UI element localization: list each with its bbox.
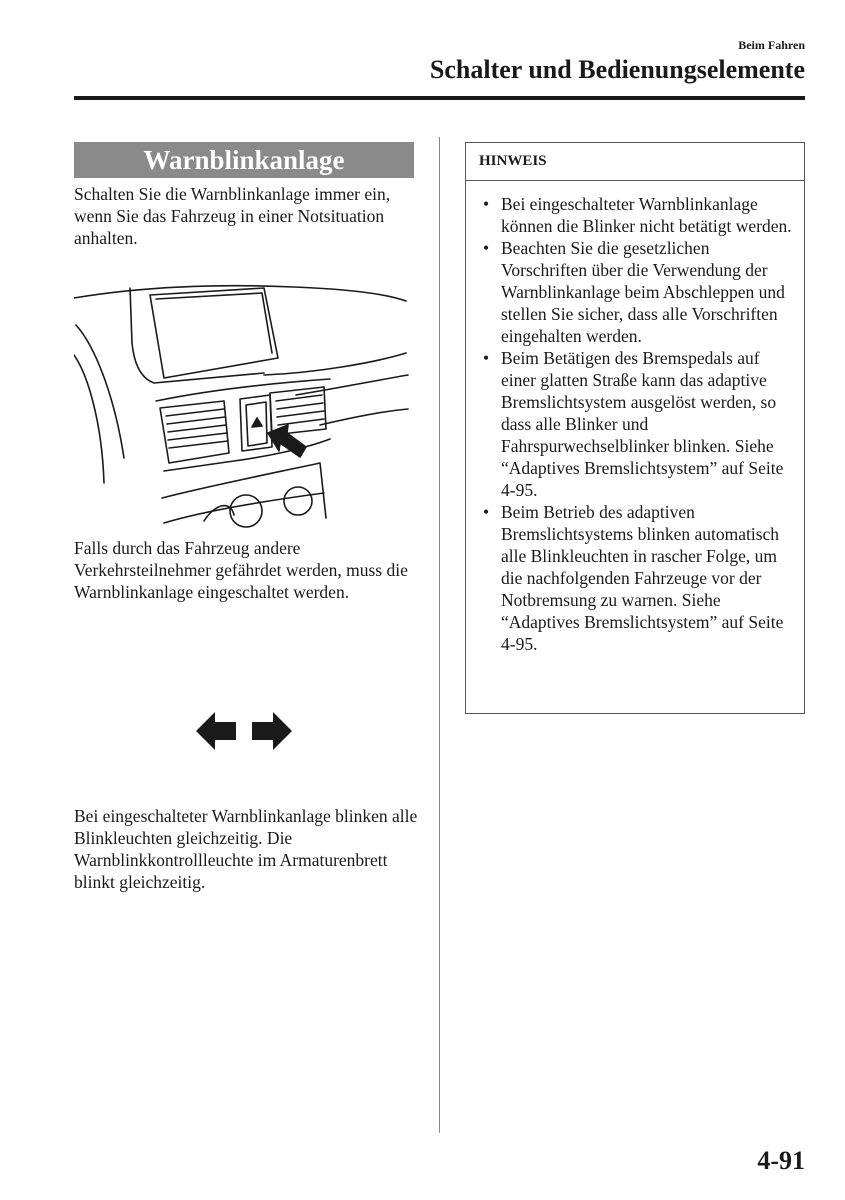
header-divider xyxy=(74,96,805,100)
bullet-icon: • xyxy=(483,502,490,522)
bullet-icon: • xyxy=(483,348,490,368)
turn-signal-arrows-icon xyxy=(196,712,292,750)
note-list xyxy=(466,181,804,655)
note-item xyxy=(481,193,794,237)
page-title: Schalter und Bedienungselemente xyxy=(429,55,805,84)
danger-paragraph: Falls durch das Fahrzeug andere Verkehrsteilnehmer gefährdet werden, muss die Warnblinkanlage eingeschaltet werden. xyxy=(74,538,408,602)
behaviour-paragraph: Bei eingeschalteter Warnblinkanlage blinken alle Blinkleuchten gleichzeitig. Die Warnblinkkontrollleuchte im Armaturenbrett blinkt gleichzeitig. xyxy=(74,806,418,892)
column-divider xyxy=(439,137,440,1133)
section-heading: Warnblinkanlage xyxy=(74,142,414,178)
note-item-text: Beim Betätigen des Bremspedals auf einer glatten Straße kann das adaptive Bremslichtsystem ausgelöst werden, so dass alle Blinker und Fahrspurwechselblinker blinken. Siehe “Adaptives Bremslichtsystem” auf Seite 4-95. xyxy=(501,348,784,500)
note-item xyxy=(481,501,794,655)
bullet-icon: • xyxy=(483,238,490,258)
hazard-switch-dashboard-illustration xyxy=(74,283,419,533)
chapter-label: Beim Fahren xyxy=(738,38,805,52)
note-item xyxy=(481,237,794,347)
page-number: 4-91 xyxy=(757,1146,805,1175)
note-item-text: Beim Betrieb des adaptiven Bremslichtsystems blinken automatisch alle Blinkleuchten in rascher Folge, um die nachfolgenden Fahrzeuge vor der Notbremsung zu warnen. Siehe “Adaptives Bremslichtsystem” auf Seite 4-95. xyxy=(501,502,784,654)
note-item-text: Bei eingeschalteter Warnblinkanlage können die Blinker nicht betätigt werden. xyxy=(501,194,792,236)
note-title: HINWEIS xyxy=(466,143,804,181)
note-box xyxy=(465,142,805,714)
bullet-icon: • xyxy=(483,194,490,214)
note-item-text: Beachten Sie die gesetzlichen Vorschriften über die Verwendung der Warnblinkanlage beim Abschleppen und stellen Sie sicher, dass alle Vorschriften eingehalten werden. xyxy=(501,238,785,346)
intro-paragraph: Schalten Sie die Warnblinkanlage immer ein, wenn Sie das Fahrzeug in einer Notsituation anhalten. xyxy=(74,184,391,248)
note-item xyxy=(481,347,794,501)
